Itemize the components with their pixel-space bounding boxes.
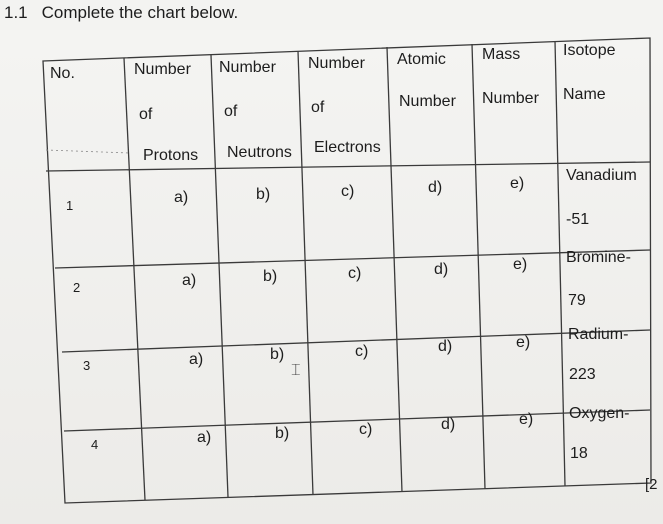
row-2-isotope-1: Bromine- [566,249,631,266]
row-2-neutrons: b) [263,268,278,285]
row-4-atomic: d) [441,416,456,433]
row-4-isotope-1: Oxygen- [569,405,630,422]
header-isotope-2: Name [563,86,606,103]
row-3-atomic: d) [438,338,453,355]
row-2-electrons: c) [348,265,362,282]
header-divider [46,162,650,171]
row-1-atomic: d) [428,179,443,196]
row-3-electrons: c) [355,343,369,360]
row-3-no: 3 [83,358,91,373]
column-divider [555,41,565,486]
header-neutrons-1: Number [219,59,276,76]
header-electrons-3: Electrons [314,139,381,156]
header-no: No. [50,65,75,82]
row-2-isotope-2: 79 [568,292,586,309]
question-text: Complete the chart below. [41,3,239,22]
header-atomic-2: Number [399,93,456,110]
text-cursor-icon: ⌶ [291,362,301,379]
row-1-isotope-2: -51 [566,211,590,228]
row-4-protons: a) [197,429,212,446]
row-4-isotope-2: 18 [570,445,588,462]
row-1-neutrons: b) [256,186,271,203]
column-divider [387,47,402,492]
row-3-protons: a) [189,351,204,368]
header-neutrons-2: of [224,103,238,120]
row-divider [64,410,650,431]
row-1-no: 1 [66,198,74,213]
row-2-atomic: d) [434,261,449,278]
row-2-mass: e) [513,256,528,273]
question-number: 1.1 [4,3,28,22]
header-protons-2: of [139,106,153,123]
column-divider [124,58,145,500]
row-3-neutrons: b) [270,346,285,363]
header-atomic-1: Atomic [397,51,446,68]
header-mass-1: Mass [482,46,521,63]
header-protons-1: Number [134,61,191,78]
row-2-no: 2 [73,280,81,295]
row-1-protons: a) [174,189,189,206]
row-4-mass: e) [519,411,534,428]
row-3-isotope-1: Radium- [568,326,629,343]
header-neutrons-3: Neutrons [227,144,292,161]
row-2-protons: a) [182,272,197,289]
column-divider [298,51,313,495]
row-4-no: 4 [91,437,99,452]
row-1-mass: e) [510,175,525,192]
header-isotope-1: Isotope [563,42,616,59]
header-mass-2: Number [482,90,539,107]
column-divider [472,44,485,489]
row-1-isotope-1: Vanadium [566,167,637,184]
row-4-neutrons: b) [275,425,290,442]
row-3-mass: e) [516,334,531,351]
header-electrons-2: of [311,99,325,116]
header-protons-3: Protons [143,147,199,164]
row-4-electrons: c) [359,421,373,438]
header-electrons-1: Number [308,55,365,72]
column-divider [211,55,228,497]
row-3-isotope-2: 223 [569,366,596,383]
row-1-electrons: c) [341,183,355,200]
marks-allocation: [2 [645,476,658,493]
